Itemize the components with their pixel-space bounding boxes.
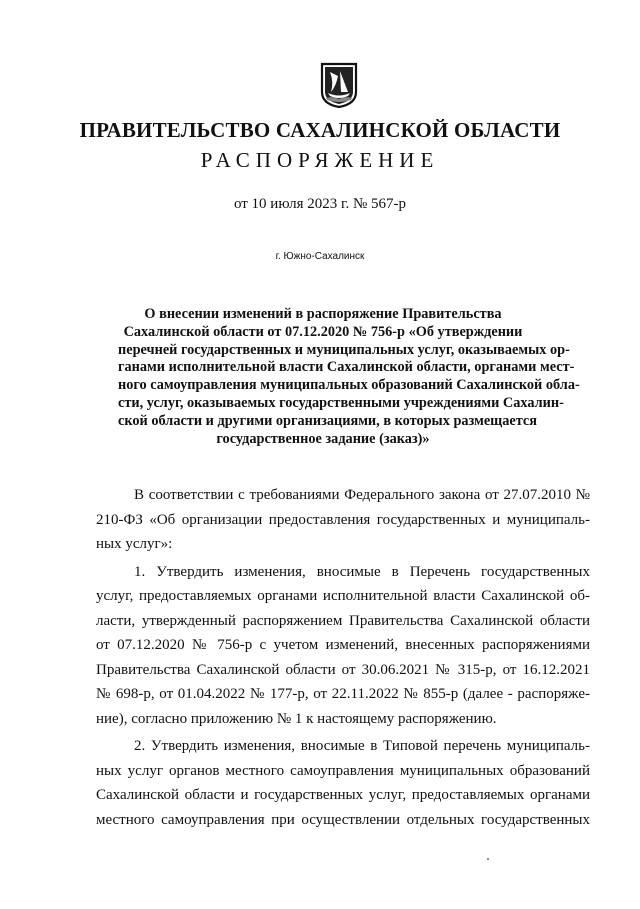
subject-line: Сахалинской области от 07.12.2020 № 756-р «Об утверждении: [123, 323, 523, 340]
body-line: ласти, утвержденный распоряжением Правительства Сахалинской области: [96, 612, 590, 629]
preamble-paragraph: [96, 483, 590, 557]
body-line: Сахалинской области и государственных услуг, предоставляемых органами: [96, 787, 590, 803]
body-line: № 698-р, от 01.04.2022 № 177-р, от 22.11.2022 № 855-р (далее - распоряже-: [96, 686, 590, 702]
document-date-number: от 10 июля 2023 г. № 567-р: [233, 196, 407, 212]
body-line: 2. Утвердить изменения, вносимые в Типовой перечень муниципаль-: [134, 738, 590, 754]
subject-line: О внесении изменений в распоряжение Правительства: [144, 306, 502, 322]
item-1-paragraph: [96, 560, 590, 732]
item-2-paragraph: [96, 734, 590, 832]
scan-speck: [487, 858, 489, 860]
body-line: местного самоуправления при осуществлении отдельных государственных: [96, 811, 590, 828]
body-line: 1. Утвердить изменения, вносимые в Перечень государственных: [134, 563, 590, 580]
body-line: услуг, предоставляемых органами исполнительной власти Сахалинской об-: [96, 588, 590, 604]
document-city: г. Южно-Сахалинск: [275, 251, 365, 262]
body-line: 210-ФЗ «Об организации предоставления государственных и муниципаль-: [96, 511, 590, 528]
body-line: ных услуг органов местного самоуправления муниципальных образований: [96, 762, 590, 779]
subject-line: ганами исполнительной власти Сахалинской области, органами мест-: [118, 359, 575, 376]
sakhalin-coat-of-arms-icon: [320, 62, 358, 108]
document-subject: [118, 306, 580, 448]
subject-line: государственное задание (заказ)»: [216, 430, 430, 447]
subject-line: сти, услуг, оказываемых государственными учреждениями Сахалин-: [118, 394, 564, 411]
subject-line: ного самоуправления муниципальных образований Сахалинской обла-: [118, 377, 580, 394]
body-line: Правительства Сахалинской области от 30.06.2021 № 315-р, от 16.12.2021: [96, 661, 590, 678]
subject-line: ской области и другими организациями, в которых размещается: [118, 412, 538, 429]
document-body: [96, 483, 590, 832]
document-type: РАСПОРЯЖЕНИЕ: [200, 148, 440, 172]
body-line: В соответствии с требованиями Федерального закона от 27.07.2010 №: [134, 487, 590, 503]
government-name: ПРАВИТЕЛЬСТВО САХАЛИНСКОЙ ОБЛАСТИ: [79, 118, 561, 142]
body-line: ние), согласно приложению № 1 к настоящему распоряжению.: [96, 710, 497, 727]
subject-line: перечней государственных и муниципальных услуг, оказываемых ор-: [118, 341, 570, 358]
body-line: ных услуг»:: [96, 536, 173, 552]
body-line: от 07.12.2020 № 756-р с учетом изменений, внесенных распоряжениями: [96, 637, 590, 653]
